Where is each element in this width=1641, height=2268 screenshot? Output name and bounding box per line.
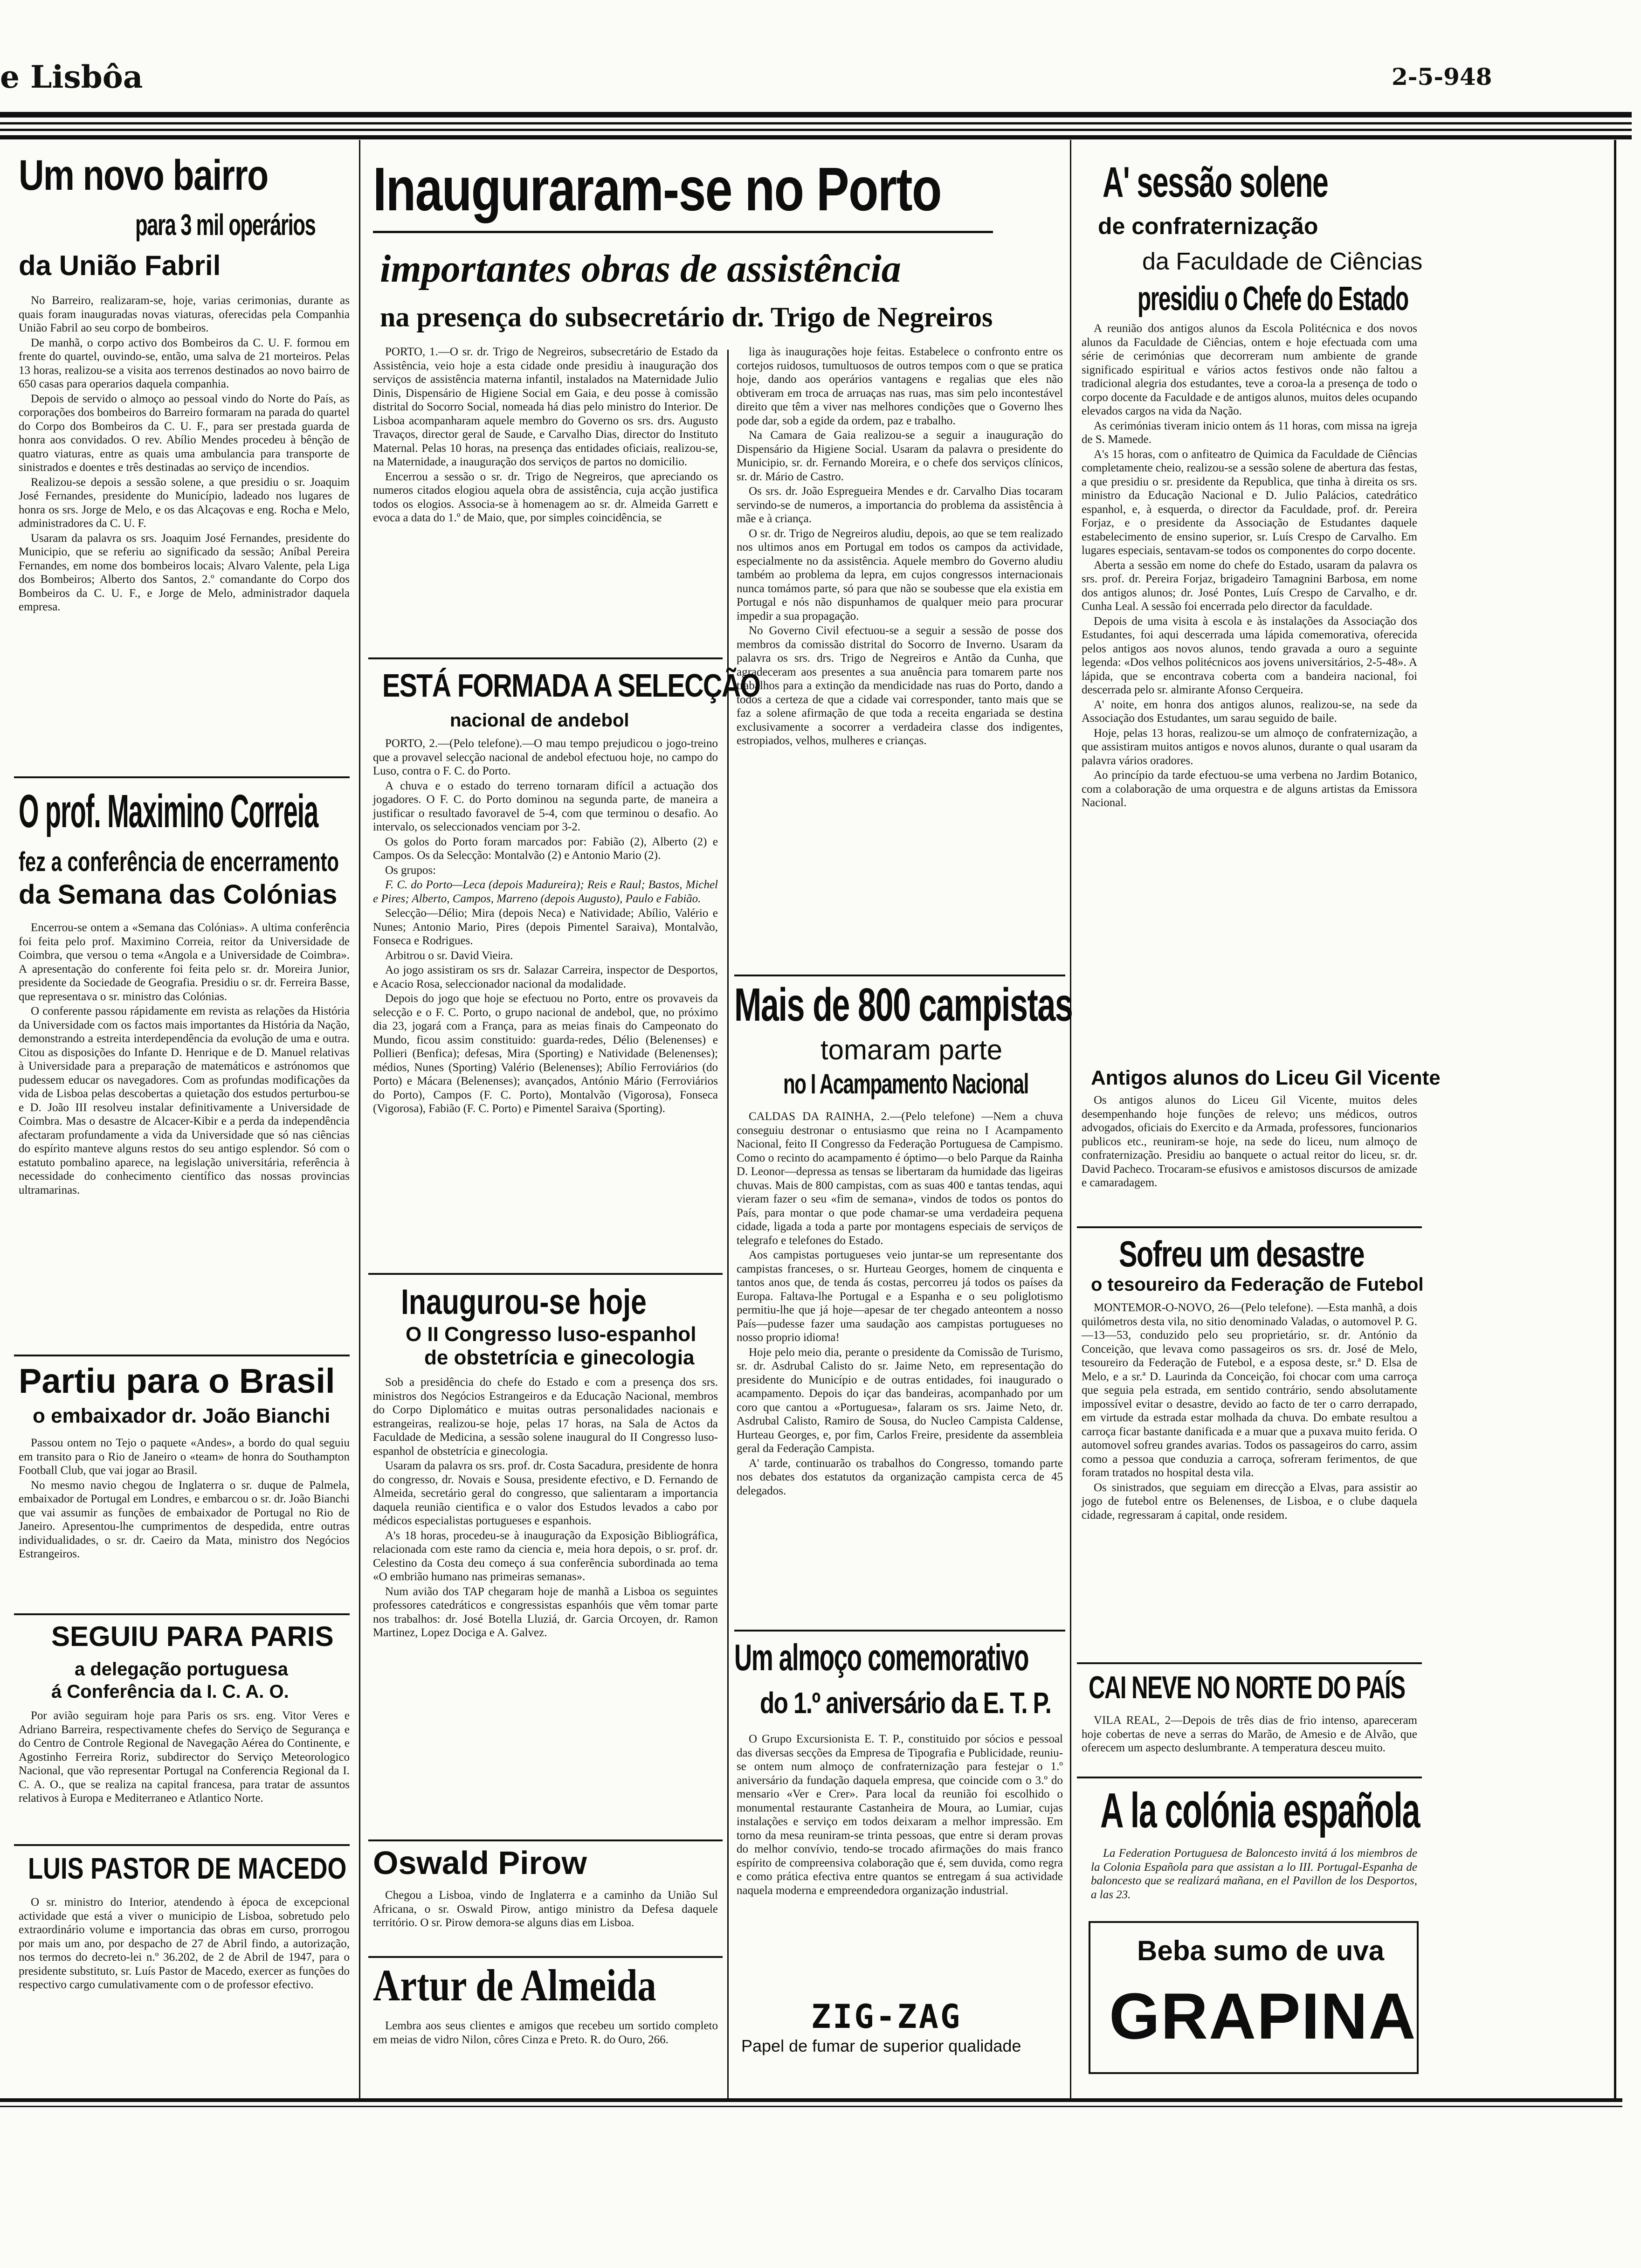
article-body: [737, 1110, 1063, 1499]
paragraph: O sr. ministro do Interior, atendendo à época de excepcional actividade que está a viver o municipio de Lisboa, sobretudo pelo extraordinário volume e importancia das obras em curso, prorrogou por mais um ano, por despacho de 27 de Abril findo, a autorização, nos termos do decreto-lei n.º 36.202, de 2 de Abril de 1947, para o presidente substituto, sr. Luís Pastor de Macedo, exercer as funções do respectivo cargo cumulativamente com o de professor efectivo.: [19, 1896, 350, 1991]
masthead-rule-low: [0, 129, 1632, 131]
headline: Antigos alunos do Liceu Gil Vicente: [1091, 1066, 1441, 1089]
subheadline: O II Congresso luso-espanhol: [406, 1323, 696, 1346]
article-body: [737, 1732, 1063, 1898]
headline: SEGUIU PARA PARIS: [51, 1621, 334, 1652]
paragraph: Sob a presidência do chefe do Estado e com a presença dos srs. ministros dos Negócios Estrangeiros e da Educação Nacional, membros do Corpo Diplomático e muitas outras personalidades nacionais e estrangeiras, realizou-se hoje, pelas 17 horas, na Sala de Actos da Faculdade de Medicina, a sessão solene inaugural do II Congresso luso-espanhol de obstetrícia e ginecologia.: [373, 1376, 718, 1458]
paragraph: CALDAS DA RAINHA, 2.—(Pelo telefone) —Nem a chuva conseguiu destronar o entusiasmo que reina no I Acampamento Nacional, feito II Congresso da Federação Portuguesa de Campismo. Como o recinto do acampamento é óptimo—o belo Parque da Rainha D. Leonor—depressa as tensas se libertaram da humidade das ligeiras chuvas. Mais de 800 campistas, com as suas 400 e tantas tendas, aqui vieram fazer o seu «fim de semana», vindos de todos os pontos do País, para montar o que pode chamar-se uma verdadeira pequena cidade, ligada a toda a parte por montagens especiais de serviços de telegrafo e telefones do Estado.: [737, 1110, 1063, 1247]
paragraph: A' noite, em honra dos antigos alunos, realizou-se, na sede da Associação dos Estudantes, um sarau seguido de baile.: [1082, 698, 1417, 725]
paragraph: Os golos do Porto foram marcados por: Fabião (2), Alberto (2) e Campos. Os da Selecção: Montalvão (2) e Antonio Mario (2).: [373, 835, 718, 862]
subheadline-2: na presença do subsecretário dr. Trigo de Negreiros: [380, 302, 993, 332]
separator: [368, 1956, 723, 1958]
masthead-title: e Lisbôa: [0, 59, 143, 95]
separator: [1077, 1777, 1422, 1778]
paragraph: Por avião seguiram hoje para Paris os srs. eng. Vitor Veres e Adriano Barreira, respectivamente chefes do Serviço de Segurança e do Centro de Controle Regional de Navegação Aérea do Continente, e Agostinho Ferreira Roriz, subdirector do Serviço Meteorologico Nacional, que vão representar Portugal na Conferencia Regional da I. C. A. O., que se realiza na capital francesa, para tratar de assuntos relativos à Europa e Mediterraneo e Atlantico Norte.: [19, 1709, 350, 1805]
paragraph: Hoje pelo meio dia, perante o presidente da Comissão de Turismo, sr. dr. Asdrubal Calisto do sr. Jaime Neto, em representação do presidente do Município e de outras entidades, foi inaugurado o acampamento. Depois do içar das bandeiras, acompanhado por um coro que cantou a «Portuguesa», falaram os srs. Jaime Neto, dr. Asdrubal Calisto, Ramiro de Sousa, do Nucleo Campista Caldense, Hurteau Georges, e, por fim, Carlos Freire, presidente da assembleia geral da Federação Campista.: [737, 1346, 1063, 1455]
paragraph: VILA REAL, 2—Depois de três dias de frio intenso, apareceram hoje cobertas de neve a serras do Marão, de Amesio e de Alvão, que oferecem um aspecto deslumbrante. A temperatura desceu muito.: [1082, 1714, 1417, 1754]
paragraph: Arbitrou o sr. David Vieira.: [385, 949, 513, 962]
column-rule-right: [1614, 140, 1616, 2098]
article-body: [1091, 1846, 1417, 1902]
separator: [368, 1273, 723, 1275]
paragraph: A' tarde, continuarão os trabalhos do Congresso, tomando parte nos debates dos estatutos da organização campista cerca de 45 delegados.: [737, 1457, 1063, 1497]
paragraph: A's 18 horas, procedeu-se à inauguração da Exposição Bibliográfica, relacionada com este ramo da ciencia e, meia hora depois, o sr. prof. dr. Celestino da Costa deu começo á sua conferência subordinada ao tema «O embrião humano nas primeiras semanas».: [373, 1529, 718, 1583]
separator: [14, 776, 350, 778]
headline: Mais de 800 campistas: [734, 979, 1073, 1031]
paragraph: MONTEMOR-O-NOVO, 26—(Pelo telefone). —Esta manhã, a dois quilómetros desta vila, no sitio denominado Valadas, o automovel P. G.—13—53, conduzido pelo seu proprietário, sr. dr. António da Conceição, que levava como passageiros os srs. dr. José de Melo, tesoureiro da Federação de Futebol, e a esposa deste, sr.ª D. Elsa de Melo, e a sr.ª D. Laurinda da Conceição, foi chocar com uma carroça que seguia pela estrada, em sentido contrário, sendo absolutamente impossível evitar o desastre, devido ao facto de ter o carro derrapado, em virtude da estrada estar molhada da chuva. Do embate resultou a carroça ficar bastante danificada e a muar que a puxava muito ferida. O automovel sofreu grandes avarias. Todos os passageiros do carro, assim como a pessoa que conduzia a carroça, sofreram ferimentos, de que foram tratados no hospital desta vila.: [1082, 1301, 1417, 1479]
paragraph: O sr. dr. Trigo de Negreiros aludiu, depois, ao que se tem realizado nos ultimos anos em Portugal em todos os campos da actividade, especialmente no da assistência. Aquele membro do Governo aludiu também ao problema da lepra, em cujos congressos internacionais nunca tomámos parte, só para que não se soubesse que ela existia em Portugal e nós não dispunhamos de qualquer meio para procurar impedir a sua propagação.: [737, 527, 1063, 622]
ad-tagline: Papel de fumar de superior qualidade: [741, 2036, 1021, 2055]
paragraph: Aos campistas portugueses veio juntar-se um representante dos campistas franceses, o sr. Hurteau Georges, homem de cinquenta e tantos anos que, de tenda ás costas, percorreu já todos os países da Europa. Faltava-lhe Portugal e a Espanha e o seu poliglotismo permitiu-lhe que já hoje—apesar de ter chegado anteontem a nosso País—pudesse fazer uma saudação aos campistas portugueses no nosso proprio idioma!: [737, 1249, 1063, 1344]
headline: LUIS PASTOR DE MACEDO: [28, 1852, 347, 1885]
paragraph: Chegou a Lisboa, vindo de Inglaterra e a caminho da União Sul Africana, o sr. Oswald Pirow, antigo ministro da Defesa daquele território. O sr. Pirow demora-se alguns dias em Lisboa.: [373, 1889, 718, 1929]
headline: A la colónia española: [1100, 1783, 1420, 1838]
subheadline-2: de obstetrícia e ginecologia: [424, 1346, 695, 1369]
paragraph: liga às inaugurações hoje feitas. Estabelece o confronto entre os cortejos ruidosos, tumultuosos de outros tempos com o que se pratica hoje, dando aos operários vantagens e regalias que eles não obtiveram em troca de arruaças nas ruas, mas sim pelo incontestável direito que têm a viver nas melhores condições que o Governo lhes pode dar, sob a egide da ordem, paz e trabalho.: [737, 346, 1063, 427]
paragraph: O conferente passou rápidamente em revista as relações da História da Universidade com os factos mais importantes da História da Nação, demonstrando a estreita interdependência da evolução de uma e outra. Citou as disposições do Infante D. Henrique e de D. Manuel relativas à Universidade para a preparação de matemáticos e astrónomos que pudessem educar os navegadores. Com as profundas modificações da vida de Lisboa pelas descobertas a quietação dos estudos perturbou-se e D. João III resolveu instalar definitivamente a Universidade de Coimbra. Mas o desastre de Alcacer-Kibir e a perda da independência afectaram profundamente a vida da Universidade que só nas ciências do espírito manteve alguns restos do seu antigo esplendor. Só com o estatuto pombalino aparece, na legislação universitária, referência à necessidade do conhecimento científico das nossas provincias ultramarinas.: [19, 1005, 350, 1196]
article-body: [1082, 1714, 1417, 1756]
headline: Oswald Pirow: [373, 1845, 587, 1881]
ad-grapina: [1089, 1921, 1419, 2074]
paragraph: Lembra aos seus clientes e amigos que recebeu um sortido completo em meias de vidro Nilon, côres Cinza e Preto. R. do Ouro, 266.: [373, 2019, 718, 2046]
subheadline: do 1.º aniversário da E. T. P.: [760, 1686, 1051, 1720]
article-body-left: [373, 345, 718, 526]
masthead-rule-mid: [0, 122, 1632, 124]
paragraph: PORTO, 1.—O sr. dr. Trigo de Negreiros, subsecretário de Estado da Assistência, veio hoje a esta cidade onde presidiu à inauguração dos serviços de assistência materna infantil, instalados na Maternidade Julio Dinis, Dispensário de Higiene Social em Gaia, e deu posse à comissão distrital do Socorro Social, nomeada há dias pelo ministro do Interior. De Lisboa acompanharam aquele membro do Governo os srs. drs. Augusto Travaços, director geral de Saude, e Carvalho Dias, director do Instituto Maternal. Pelas 10 horas, na presença das entidades oficiais, realizou-se, na Maternidade, a inauguração dos serviços de partos no domicilio.: [373, 346, 718, 468]
paragraph: Os srs. dr. João Espregueira Mendes e dr. Carvalho Dias tocaram servindo-se de numeros, a importancia do problema da assistência à mãe e à criança.: [737, 485, 1063, 525]
column-rule-3: [1070, 140, 1071, 2098]
paragraph: As cerimónias tiveram inicio ontem ás 11 horas, com missa na igreja de S. Mamede.: [1082, 419, 1417, 446]
article-body: [1082, 1093, 1417, 1191]
subheadline-2: da União Fabril: [19, 250, 221, 281]
column-rule-2: [727, 350, 729, 2098]
separator: [14, 1613, 350, 1615]
subheadline-2: á Conferência da I. C. A. O.: [51, 1681, 289, 1702]
subheadline: a delegação portuguesa: [75, 1659, 288, 1680]
separator: [14, 1844, 350, 1846]
paragraph: Usaram da palavra os srs. Joaquim José Fernandes, presidente do Municipio, que se referiu ao significado da sessão; Aníbal Pereira Fernandes, em nome dos bombeiros locais; Alvaro Valente, pela Liga dos Bombeiros; Alberto dos Santos, 2.º comandante do Corpo dos Bombeiros da C. U. F., e Jorge de Melo, administrador daquela empresa.: [19, 532, 350, 613]
subheadline-2: da Faculdade de Ciências: [1142, 248, 1423, 275]
article-body: [19, 294, 350, 615]
article-body: [1082, 1301, 1417, 1523]
paragraph: La Federation Portuguesa de Baloncesto invitá á los miembros de la Colonia Española para que assistan a lo III. Portugal-Espanha de baloncesto que se realizará mañana, en el Pavillon de los Desportos, a las 23.: [1091, 1847, 1417, 1901]
separator: [14, 1355, 350, 1356]
headline: A' sessão solene: [1103, 159, 1328, 206]
paragraph: Os sinistrados, que seguiam em direcção a Elvas, para assistir ao jogo de futebol entre os Belenenses, de Lisboa, e o clube daquela cidade, regressaram á capital, onde residem.: [1082, 1481, 1417, 1521]
page-bottom-rule-2: [0, 2106, 1622, 2107]
subheadline: de confraternização: [1098, 213, 1318, 239]
subheadline: fez a conferência de encerramento: [19, 847, 339, 877]
subheadline-2: da Semana das Colónias: [19, 879, 338, 910]
paragraph: Usaram da palavra os srs. prof. dr. Costa Sacadura, presidente de honra do congresso, dr. Novais e Sousa, presidente efectivo, e D. Fernando de Almeida, secretário geral do congresso, que salientaram a importancia daquela reunião cientifica e o valor dos Estudos levados a cabo por médicos especialistas portugueses e espanhois.: [373, 1459, 718, 1527]
paragraph: Selecção—Délio; Mira (depois Neca) e Natividade; Abílio, Valério e Nunes; Antonio Mario, Pires (depois Pimentel Saraiva), Montalvão, Fonseca e Rodrigues.: [373, 907, 718, 947]
paragraph: Na Camara de Gaia realizou-se a seguir a inauguração do Dispensário da Higiene Social. Usaram da palavra o presidente do Municipio, sr. dr. Fernando Moreira, e o chefe dos serviços clínicos, sr. dr. Mário de Castro.: [737, 429, 1063, 483]
headline: CAI NEVE NO NORTE DO PAÍS: [1089, 1670, 1405, 1705]
separator: [734, 1630, 1065, 1632]
subheadline-2: no I Acampamento Nacional: [783, 1068, 1028, 1099]
column-rule-1: [359, 140, 360, 2098]
page-bottom-rule: [0, 2098, 1622, 2102]
article-body: [19, 1895, 350, 1993]
article-body: [19, 1709, 350, 1806]
masthead-rule-base: [0, 135, 1632, 139]
paragraph: A chuva e o estado do terreno tornaram difícil a actuação dos jogadores. O F. C. do Porto dominou na segunda parte, de maneira a justificar o resultado favoravel de 5-4, com que terminou o desafio. Ao intervalo, os seleccionados venciam por 3-2.: [373, 779, 718, 833]
masthead-date: 2-5-948: [1392, 63, 1492, 90]
separator: [1077, 1226, 1422, 1228]
subheadline: o tesoureiro da Federação de Futebol: [1091, 1274, 1424, 1295]
separator: [368, 657, 723, 659]
paragraph: A's 15 horas, com o anfiteatro de Quimica da Faculdade de Ciências completamente cheio, realizou-se a sessão solene de abertura das festas, a que presidiu o sr. presidente da Republica, que tinha à direita os srs. ministro da Educação Nacional e D. Julio Palácios, catedrático espanhol, e, à esquerda, o director da Faculdade, prof. dr. Pereira Forjaz, e o presidente da Associação de Estudantes daquele estabelecimento de ensino superior, sr. Luís Crespo de Carvalho. Em lugares especiais, sentavam-se todos os componentes do corpo docente.: [1082, 448, 1417, 557]
subheadline: importantes obras de assistência: [380, 247, 901, 290]
paragraph: No Governo Civil efectuou-se a seguir a sessão de posse dos membros da comissão distrital do Socorro de Inverno. Usaram da palavra os srs. drs. Trigo de Negreiros e Antão da Cunha, que agradeceram aos presentes a sua anuência para tomarem parte nos trabalhos para a extinção da mendicidade nas ruas do Porto, dando a todos a certeza de que a cidade vai corresponder, tanto mais que se faz a solene afirmação de que toda a receita engariada se destina exclusivamente a socorrer a verdadeira classe dos indigentes, estropiados, velhos, mulheres e crianças.: [737, 624, 1063, 747]
article-body: [373, 1888, 718, 1931]
headline: Um novo bairro: [19, 152, 268, 199]
paragraph: Depois de uma visita à escola e às instalações da Associação dos Estudantes, foi aqui descerrada uma lápida comemorativa, oferecida pelos antigos aos novos alunos, tendo gravada a ouro a seguinte legenda: «Dos velhos politécnicos aos jovens universitários, 2-5-48». A lápida, que se encontrava coberta com a bandeira nacional, foi descerrada pelo sr. almirante Afonso Cerqueira.: [1082, 615, 1417, 696]
headline: Partiu para o Brasil: [19, 1362, 335, 1400]
ad-brand: GRAPINA: [1109, 1979, 1417, 2053]
subheadline: o embaixador dr. João Bianchi: [33, 1404, 331, 1427]
paragraph: No Barreiro, realizaram-se, hoje, varias cerimonias, durante as quais foram inauguradas novas viaturas, oferecidas pela Companhia União Fabril ao seu corpo de bombeiros.: [19, 294, 350, 334]
article-body: [373, 1376, 718, 1641]
paragraph: De manhã, o corpo activo dos Bombeiros da C. U. F. formou em frente do quartel, ouvindo-se, então, uma salva de 21 morteiros. Pelas 13 horas, realizou-se a visita aos terrenos destinados ao novo bairro de 650 casas para operarios daquela companhia.: [19, 336, 350, 390]
paragraph: Realizou-se depois a sessão solene, a que presidiu o sr. Joaquim José Fernandes, presidente do Município, ladeado nos lugares de honra os srs. Jorge de Melo, e os das Alcaçovas e eng. Rocha e Melo, administradores da C. U. F.: [19, 476, 350, 530]
paragraph: Aberta a sessão em nome do chefe do Estado, usaram da palavra os srs. prof. dr. Pereira Forjaz, brigadeiro Tamagnini Barbosa, em nome dos antigos alunos; dr. José Pontes, Luís Crespo de Carvalho, e dr. Cunha Leal. A sessão foi encerrada pelo director da faculdade.: [1082, 559, 1417, 613]
headline: ESTÁ FORMADA A SELECÇÃO: [382, 667, 760, 704]
paragraph: Depois do jogo que hoje se efectuou no Porto, entre os provaveis da selecção e o F. C. Porto, o grupo nacional de andebol, que, no próximo dia 23, jogará com a França, para as meias finais do Campeonato do Mundo, ficou assim constituido: guarda-redes, Délio (Belenenses) e Pollieri (Benfica); defesas, Mira (Sporting) e Natividade (Belenenses); médios, Nunes (Sporting) Valério (Belenenses); Abílio Ferroviários (do Porto) e Mácara (Belenenses); avançados, António Mário (Ferroviários do Porto), Campos (F. C. Porto), Montalvão (Vigorosa), Fonseca (Vigorosa), Fabião (F. C. Porto) e Pimentel Saraiva (Sporting).: [373, 992, 718, 1115]
headline: Artur de Almeida: [373, 1960, 656, 2010]
paragraph: Encerrou-se ontem a «Semana das Colónias». A ultima conferência foi feita pelo prof. Maximino Correia, reitor da Universidade de Coimbra, que versou o tema «Angola e a Universidade de Coimbra». A apresentação do conferente foi feita pelo sr. dr. Moreira Junior, presidente da Sociedade de Geografia. Presidiu o sr. dr. Ferreira Basse, que representava o sr. ministro das Colónias.: [19, 921, 350, 1003]
headline: Inauguraram-se no Porto: [373, 155, 941, 223]
paragraph: Encerrou a sessão o sr. dr. Trigo de Negreiros, que apreciando os numeros citados elogiou aquela obra de assistência, cuja acção justifica todos os elogios. Associa-se à homenagem ao sr. dr. Almeida Garrett e evoca a data do 1.º de Maio, que, por simples coincidência, se: [373, 470, 718, 524]
headline: Sofreu um desastre: [1119, 1233, 1365, 1274]
headline-underline: [373, 231, 993, 233]
masthead-rule-top: [0, 112, 1632, 118]
headline: Um almoço comemorativo: [734, 1637, 1029, 1678]
paragraph: No mesmo navio chegou de Inglaterra o sr. duque de Palmela, embaixador de Portugal em Londres, e embarcou o sr. dr. João Bianchi que vai assumir as funções de embaixador de Portugal no Rio de Janeiro. Apresentou-lhe cumprimentos de despedida, entre outras individualidades, o sr. dr. Caeiro da Mata, ministro dos Negócios Estrangeiros.: [19, 1479, 350, 1560]
article-body-right: [737, 345, 1063, 749]
article-body: [373, 737, 718, 1117]
paragraph: Num avião dos TAP chegaram hoje de manhã a Lisboa os seguintes professores catedráticos e congressistas espanhóis que vêm tomar parte nos trabalhos: dr. José Botella Lluziá, dr. Garcia Orcoyen, dr. Ramon Martinez, Lopez Dociga e A. Galvez.: [373, 1585, 718, 1639]
subheadline: para 3 mil operários: [135, 208, 316, 242]
ad-line: Beba sumo de uva: [1137, 1935, 1385, 1966]
separator: [368, 1839, 723, 1841]
subheadline: tomaram parte: [820, 1034, 1003, 1065]
article-body: [1082, 322, 1417, 811]
paragraph: PORTO, 2.—(Pelo telefone).—O mau tempo prejudicou o jogo-treino que a provavel selecção nacional de andebol efectuou hoje, no campo do Luso, contra o F. C. do Porto.: [373, 737, 718, 777]
paragraph: A reunião dos antigos alunos da Escola Politécnica e dos novos alunos da Faculdade de Ciências, ontem e hoje efectuada com uma série de cerimónias que decorreram num ambiente de grande significado espiritual e vários actos festivos onde não faltou a tradicional alegria dos estudantes, teve a coroa-la a presença de todo o corpo docente da Faculdade e de antigos alunos, muitos deles ocupando elevados cargos na vida da Nação.: [1082, 322, 1417, 417]
headline: Inaugurou-se hoje: [401, 1282, 647, 1322]
paragraph: Depois de servido o almoço ao pessoal vindo do Norte do País, as corporações dos bombeiros do Barreiro formaram na parada do quartel do Corpo dos Bombeiros da C. U. F., para ser prestada guarda de honra aos convidados. O rev. Abílio Mendes procedeu à bênção de quatro viaturas, entre as quais uma ambulancia para transporte de sinistrados e doentes e três destinadas ao serviço de incendios.: [19, 392, 350, 474]
article-body: [19, 1436, 350, 1562]
subheadline: nacional de andebol: [450, 710, 629, 731]
article-body: [19, 921, 350, 1198]
ad-brand: ZIG-ZAG: [811, 1998, 962, 2036]
headline: O prof. Maximino Correia: [19, 785, 318, 837]
paragraph: Hoje, pelas 13 horas, realizou-se um almoço de confraternização, a que assistiram muitos antigos e novos alunos, durante o qual usaram da palavra vários oradores.: [1082, 726, 1417, 767]
separator: [1077, 1662, 1422, 1664]
paragraph: O Grupo Excursionista E. T. P., constituido por sócios e pessoal das diversas secções da Empresa de Tipografia e Publicidade, reuniu-se ontem num almoço de confraternização para festejar o 1.º aniversário da fundação daquela empresa, que coincide com o 3.º do mensario «Ver e Crer». Para local da reunião foi escolhido o monumental restaurante Castanheira de Moura, ao Lumiar, cujas instalações e serviço em todos deixaram a melhor impressão. Em torno da mesa reuniram-se trinta pessoas, que entre si deram provas do melhor convívio, tendo-se trocado afirmações do mais franco espírito de compreensiva colaboração que é, sem duvida, como regra e como prática efectiva entre quantos se entregam á sua actividade naquela moderna e empreendedora organização industrial.: [737, 1733, 1063, 1897]
subheadline-3: presidiu o Chefe do Estado: [1138, 280, 1408, 318]
paragraph: Passou ontem no Tejo o paquete «Andes», a bordo do qual seguiu em transito para o Rio de Janeiro o «team» de honra do Southampton Football Club, que vai jogar ao Brasil.: [19, 1437, 350, 1477]
paragraph: Os antigos alunos do Liceu Gil Vicente, muitos deles desempenhando hoje funções de relevo; uns médicos, outros advogados, oficiais do Exercito e da Armada, professores, funcionarios publicos etc., reuniram-se hoje, na sede do liceu, num almoço de confraternização. Presidiu ao banquete o actual reitor do liceu, sr. dr. David Pacheco. Trocaram-se efusivos e amistosos discursos de amizade e camaradagem.: [1082, 1094, 1417, 1189]
paragraph: F. C. do Porto—Leca (depois Madureira); Reis e Raul; Bastos, Michel e Pires; Alberto, Campos, Marreno (depois Augusto), Paulo e Fabião.: [373, 878, 718, 905]
ad-body: [373, 2019, 718, 2047]
paragraph: Os grupos:: [385, 864, 436, 877]
paragraph: Ao princípio da tarde efectuou-se uma verbena no Jardim Botanico, com a colaboração de uma orquestra e de alguns artistas da Emissora Nacional.: [1082, 769, 1417, 809]
separator: [734, 975, 1065, 976]
paragraph: Ao jogo assistiram os srs dr. Salazar Carreira, inspector de Desportos, e Acacio Rosa, seleccionador nacional da modalidade.: [373, 964, 718, 990]
